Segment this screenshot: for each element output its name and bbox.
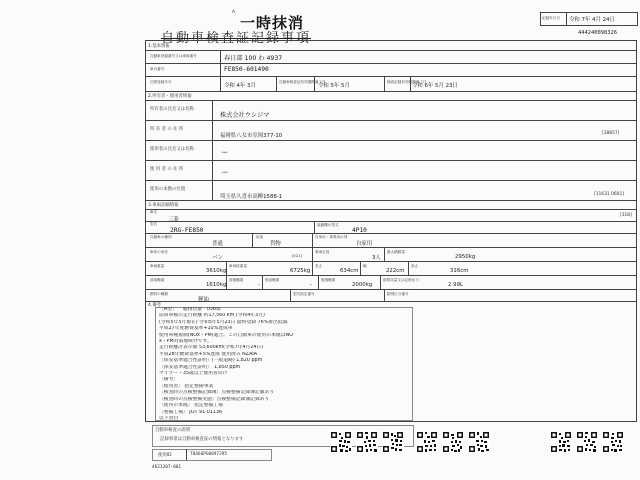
rule — [262, 275, 263, 289]
remarks-line: 〔保安基準適合性証明〕 1,850 ppm — [159, 364, 241, 370]
model-value: 2RG-FE850 — [170, 227, 204, 234]
rule — [276, 76, 277, 91]
remarks-line: 〔保安基準適合性証明〕(一般道路) 1,820 ppm — [159, 358, 263, 364]
rule — [380, 275, 381, 289]
length-label: 長さ — [315, 264, 323, 268]
rear-axle-value: 2000kg — [352, 282, 373, 288]
rule — [145, 200, 636, 201]
fuel-label: 燃料の種類 — [150, 292, 168, 296]
rule — [220, 50, 221, 91]
remarks-line: 平成28年燃費基準+5%達成 使用済み NZAIA — [159, 351, 257, 357]
rule — [408, 261, 409, 275]
print-date-value: 令和 7年 4月 24日 — [569, 17, 615, 23]
qr-code-icon — [330, 431, 352, 453]
maker-value: 三菱 — [168, 217, 179, 223]
front-axle-label: 前前軸重 — [150, 278, 165, 282]
remarks-line: x・PM対策地域外です。 — [159, 339, 212, 345]
use-label: 用途 — [256, 235, 264, 239]
rule — [410, 76, 411, 91]
remarks-line: 〔A型〕 総排出量 (OBS) — [159, 307, 221, 312]
owner-code: [38857] — [602, 131, 620, 136]
qr-code-icon — [602, 431, 624, 453]
remarks-line: 〔検査時の点検整備実施〕点検整備記録簿記録あり — [159, 396, 270, 402]
rear-front-axle-value: - — [310, 282, 312, 288]
form-number: 4621207-001 — [152, 465, 182, 470]
rule — [314, 221, 315, 233]
remarks-line: マイラー・35歳以上使用者向け — [159, 371, 228, 377]
owner-name-value: 株式会社ウシジマ — [220, 112, 270, 119]
user-id-label: 使用ID — [158, 453, 172, 458]
chassis-label: 車台番号 — [150, 67, 165, 71]
reg-label: 自動車登録番号又は車両番号 — [150, 54, 197, 58]
remarks-line: 走行距離計表示値 53,600km(令和7年4月24日) — [159, 345, 264, 351]
rule — [384, 289, 385, 301]
rule — [360, 261, 361, 275]
rule — [145, 275, 636, 276]
stamp-text: 一時抹消 — [240, 14, 305, 32]
rule — [290, 289, 291, 301]
rear-front-axle-label: 後前軸重 — [265, 278, 280, 282]
first-reg-value: 令和 4年 3月 — [224, 83, 256, 89]
engine-label: 原動機の型式 — [317, 223, 339, 227]
height-value: 316cm — [450, 268, 469, 274]
height-label: 高さ — [411, 264, 419, 268]
section1-label: 1.基本情報 — [148, 44, 170, 49]
rule — [145, 91, 636, 92]
engine-value: 4P10 — [352, 227, 367, 234]
rule — [145, 50, 636, 51]
use-value: 貨物 — [270, 241, 281, 247]
gross-value: 6725kg — [290, 268, 311, 274]
inspection-value: 令和 5年 5月 — [318, 83, 350, 89]
length-value: 634cm — [340, 268, 359, 274]
maker-code: [318] — [620, 213, 632, 218]
rule — [186, 449, 187, 460]
qr-code-icon — [356, 431, 378, 453]
rule — [145, 209, 636, 210]
fuel-value: 軽油 — [198, 297, 209, 303]
capacity-label: 乗車定員 — [315, 250, 330, 254]
rule — [145, 289, 636, 290]
owner-address-label: 所 有 者 の 住 所 — [150, 127, 184, 132]
rule — [145, 120, 636, 121]
user-address-value: *** — [222, 171, 228, 175]
remarks-line: 〔使用の本拠〕 指定整備工場 — [159, 403, 223, 409]
qr-code-icon — [382, 431, 404, 453]
rule — [145, 140, 636, 141]
max-load-value: 2950kg — [455, 254, 476, 260]
rule — [145, 247, 636, 248]
rule — [145, 180, 636, 181]
rule — [145, 160, 636, 161]
print-date-divider — [566, 12, 567, 25]
document-title: 自動車検査証記録事項 — [161, 31, 312, 46]
rule — [314, 76, 315, 91]
remarks-line: 前回車検の走行距離 約17,560 km (令和4年3月) — [159, 313, 265, 319]
private-value: 自家用 — [356, 241, 373, 247]
kind-label: 自動車の種別 — [150, 235, 172, 239]
model-label: 型式 — [150, 222, 158, 226]
maker-label: 車名 — [150, 210, 158, 214]
front-axle-value: 1610kg — [206, 282, 227, 288]
expiry-label: 検査記録有効期間満了日 — [387, 80, 427, 84]
document-number: 444240098326 — [578, 30, 617, 36]
footer-notes-title: 自動車検査の説明 — [155, 428, 191, 433]
capacity-value: 3人 — [372, 255, 381, 261]
owner-name-label: 所有者の氏名又は名称 — [150, 107, 194, 112]
remarks-line: (令和5年5月現在) 令和5年5月23日 最終登録 76%排出低減 — [159, 319, 288, 325]
chassis-value: FE850-601490 — [224, 66, 269, 73]
front-rear-axle-value: - — [258, 282, 260, 288]
rule — [226, 275, 227, 289]
remarks-line: 以下余白 — [159, 415, 179, 421]
category-label: 類別区分番号 — [387, 292, 409, 296]
rule — [212, 100, 213, 200]
inspection-label: 自動車検査証有効期間満了日 — [279, 80, 326, 84]
expiry-value: 令和 6年 5月 23日 — [412, 83, 458, 89]
width-label: 幅 — [363, 264, 367, 268]
qr-code-icon — [550, 431, 572, 453]
max-load-label: 最大積載量 — [387, 250, 405, 254]
rule — [145, 63, 636, 64]
rule — [145, 233, 636, 234]
remarks-line: 〔検査時の点検整備記録簿〕点検整備記録簿記載あり — [159, 390, 275, 396]
base-label: 使用の本拠の位置 — [150, 187, 186, 192]
rule — [145, 301, 636, 302]
user-name-label: 使用者の氏名又は名称 — [150, 147, 194, 152]
user-name-value: *** — [222, 151, 228, 155]
body-value: バン — [212, 255, 223, 261]
qr-code-icon — [416, 431, 438, 453]
header-small-a: A — [232, 10, 236, 15]
remarks-line: 〔使用者〕 指定整備事業 — [159, 383, 214, 389]
section2-label: 2.所有者・使用者情報 — [148, 94, 192, 99]
front-rear-axle-label: 前後軸重 — [229, 278, 244, 282]
rear-axle-label: 後後軸重 — [321, 278, 336, 282]
base-value: 埼玉県久喜市高柳1588-1 — [220, 194, 283, 200]
rule — [318, 275, 319, 289]
rule — [312, 261, 313, 275]
weight-label: 車両重量 — [150, 264, 165, 268]
kind-value: 普通 — [212, 241, 223, 247]
rule — [145, 221, 636, 222]
rule — [145, 261, 636, 262]
remarks-line: 〔備考〕 — [159, 377, 179, 383]
remarks-line: 〔整備工場〕 JOT 91-01136 — [159, 409, 223, 415]
footer-notes-text: 記録事項は自動車検査証の情報となります — [160, 437, 244, 442]
rule — [252, 233, 253, 247]
section4-label: 4.備考 — [148, 303, 161, 308]
section3-label: 3.車両詳細情報 — [148, 203, 179, 208]
remarks-list — [159, 307, 409, 422]
displacement-label: 総排気量又は定格出力 — [383, 278, 419, 282]
base-code: [11631 0601] — [594, 192, 624, 197]
rule — [384, 76, 385, 91]
rule — [145, 76, 636, 77]
class-label: 型式指定番号 — [293, 292, 315, 296]
user-id-value: T0466PG0097295 — [190, 452, 228, 457]
user-address-label: 使 用 者 の 住 所 — [150, 167, 184, 172]
remarks-line: 平成27年度燃費基準+10%達成車 — [159, 326, 233, 332]
rule — [384, 247, 385, 261]
print-date-label: 記録年月日 — [542, 16, 560, 20]
owner-address-value: 福岡県八女市室岡377-10 — [220, 133, 283, 139]
weight-value: 3610kg — [206, 268, 227, 274]
rule — [145, 100, 636, 101]
private-label: 自家用・事業用の別 — [315, 235, 348, 239]
first-reg-label: 初度登録年月 — [150, 80, 172, 84]
width-value: 222cm — [386, 268, 405, 274]
body-label: 車体の形状 — [150, 250, 168, 254]
displacement-value: 2.99L — [448, 282, 464, 288]
qr-code-icon — [442, 431, 464, 453]
rule — [312, 247, 313, 261]
gross-label: 車両総重量 — [229, 264, 247, 268]
qr-code-icon — [576, 431, 598, 453]
remarks-line: 使用車種規制(NOx・PM)適合。この自動車の使用の本拠はNO — [159, 332, 293, 338]
rule — [312, 233, 313, 247]
body-code: [021] — [292, 254, 302, 258]
reg-value: 春日部 100 わ 4937 — [224, 55, 283, 62]
qr-code-icon — [468, 431, 490, 453]
rule — [226, 261, 227, 275]
